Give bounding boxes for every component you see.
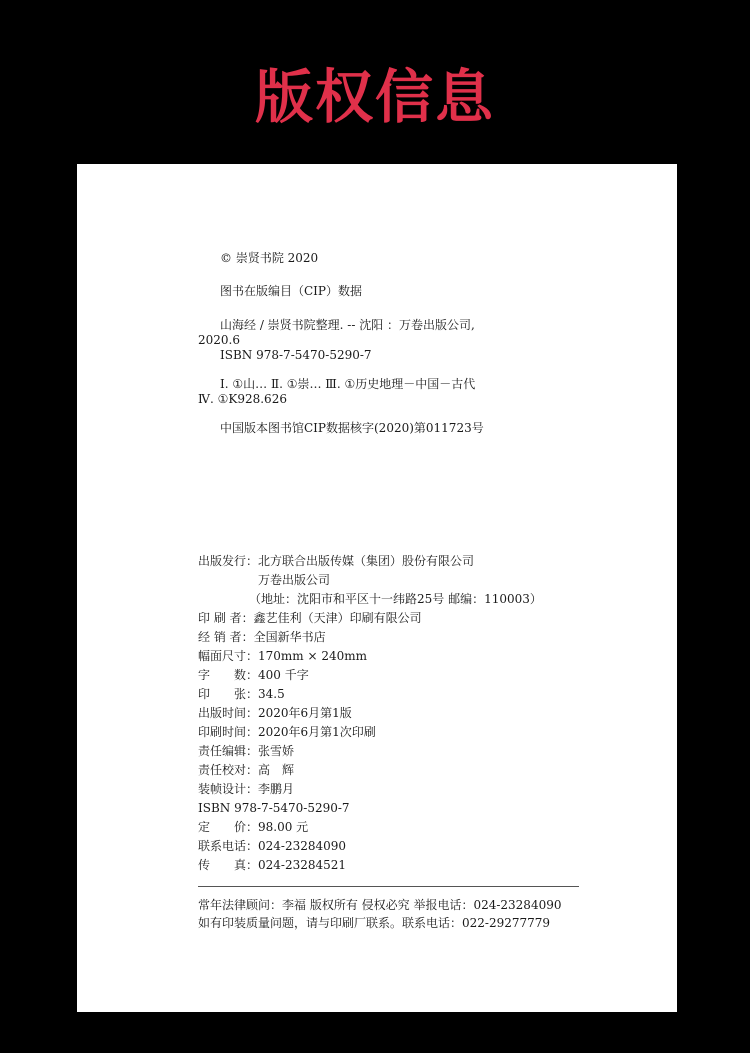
print-date-line: 印刷时间：2020年6月第1次印刷	[198, 725, 376, 739]
quality-line: 如有印装质量问题，请与印刷厂联系。联系电话：022-29277779	[198, 916, 551, 930]
copyright-line: © 崇贤书院 2020	[220, 251, 319, 265]
fax-line: 传 真：024-23284521	[198, 858, 347, 872]
proofreader-line: 责任校对：高 辉	[198, 763, 295, 777]
isbn-line: ISBN 978-7-5470-5290-7	[198, 801, 350, 815]
address-line: （地址：沈阳市和平区十一纬路25号 邮编：110003）	[249, 592, 542, 606]
distributor-line: 经 销 者：全国新华书店	[198, 630, 326, 644]
cip-date-line: 2020.6	[198, 333, 240, 347]
phone-line: 联系电话：024-23284090	[198, 839, 347, 853]
footer-divider	[198, 886, 579, 887]
cip-record-line: 中国版本图书馆CIP数据核字(2020)第011723号	[220, 421, 484, 435]
copyright-page	[77, 164, 677, 1012]
printer-line: 印 刷 者：鑫艺佳利（天津）印刷有限公司	[198, 611, 422, 625]
editor-line: 责任编辑：张雪娇	[198, 744, 295, 758]
cip-class-line: Ⅳ. ①K928.626	[198, 392, 287, 406]
cip-heading: 图书在版编目（CIP）数据	[220, 284, 362, 298]
cip-title-line: 山海经 / 崇贤书院整理. -- 沈阳 ：万卷出版公司,	[220, 318, 475, 332]
words-line: 字 数：400 千字	[198, 668, 309, 682]
pub-date-line: 出版时间：2020年6月第1版	[198, 706, 352, 720]
price-line: 定 价：98.00 元	[198, 820, 309, 834]
banner-title: 版权信息	[254, 63, 495, 131]
designer-line: 装帧设计：李鹏月	[198, 782, 295, 796]
cip-isbn-line: ISBN 978-7-5470-5290-7	[220, 348, 372, 362]
sheets-line: 印 张：34.5	[198, 687, 285, 701]
publisher-line: 出版发行：北方联合出版传媒（集团）股份有限公司	[198, 554, 475, 568]
legal-line: 常年法律顾问：李福 版权所有 侵权必究 举报电话：024-23284090	[198, 898, 562, 912]
publisher2-line: 万卷出版公司	[258, 573, 331, 587]
size-line: 幅面尺寸：170mm × 240mm	[198, 649, 368, 663]
cip-subject-line: Ⅰ. ①山… Ⅱ. ①崇… Ⅲ. ①历史地理－中国－古代	[220, 377, 476, 391]
